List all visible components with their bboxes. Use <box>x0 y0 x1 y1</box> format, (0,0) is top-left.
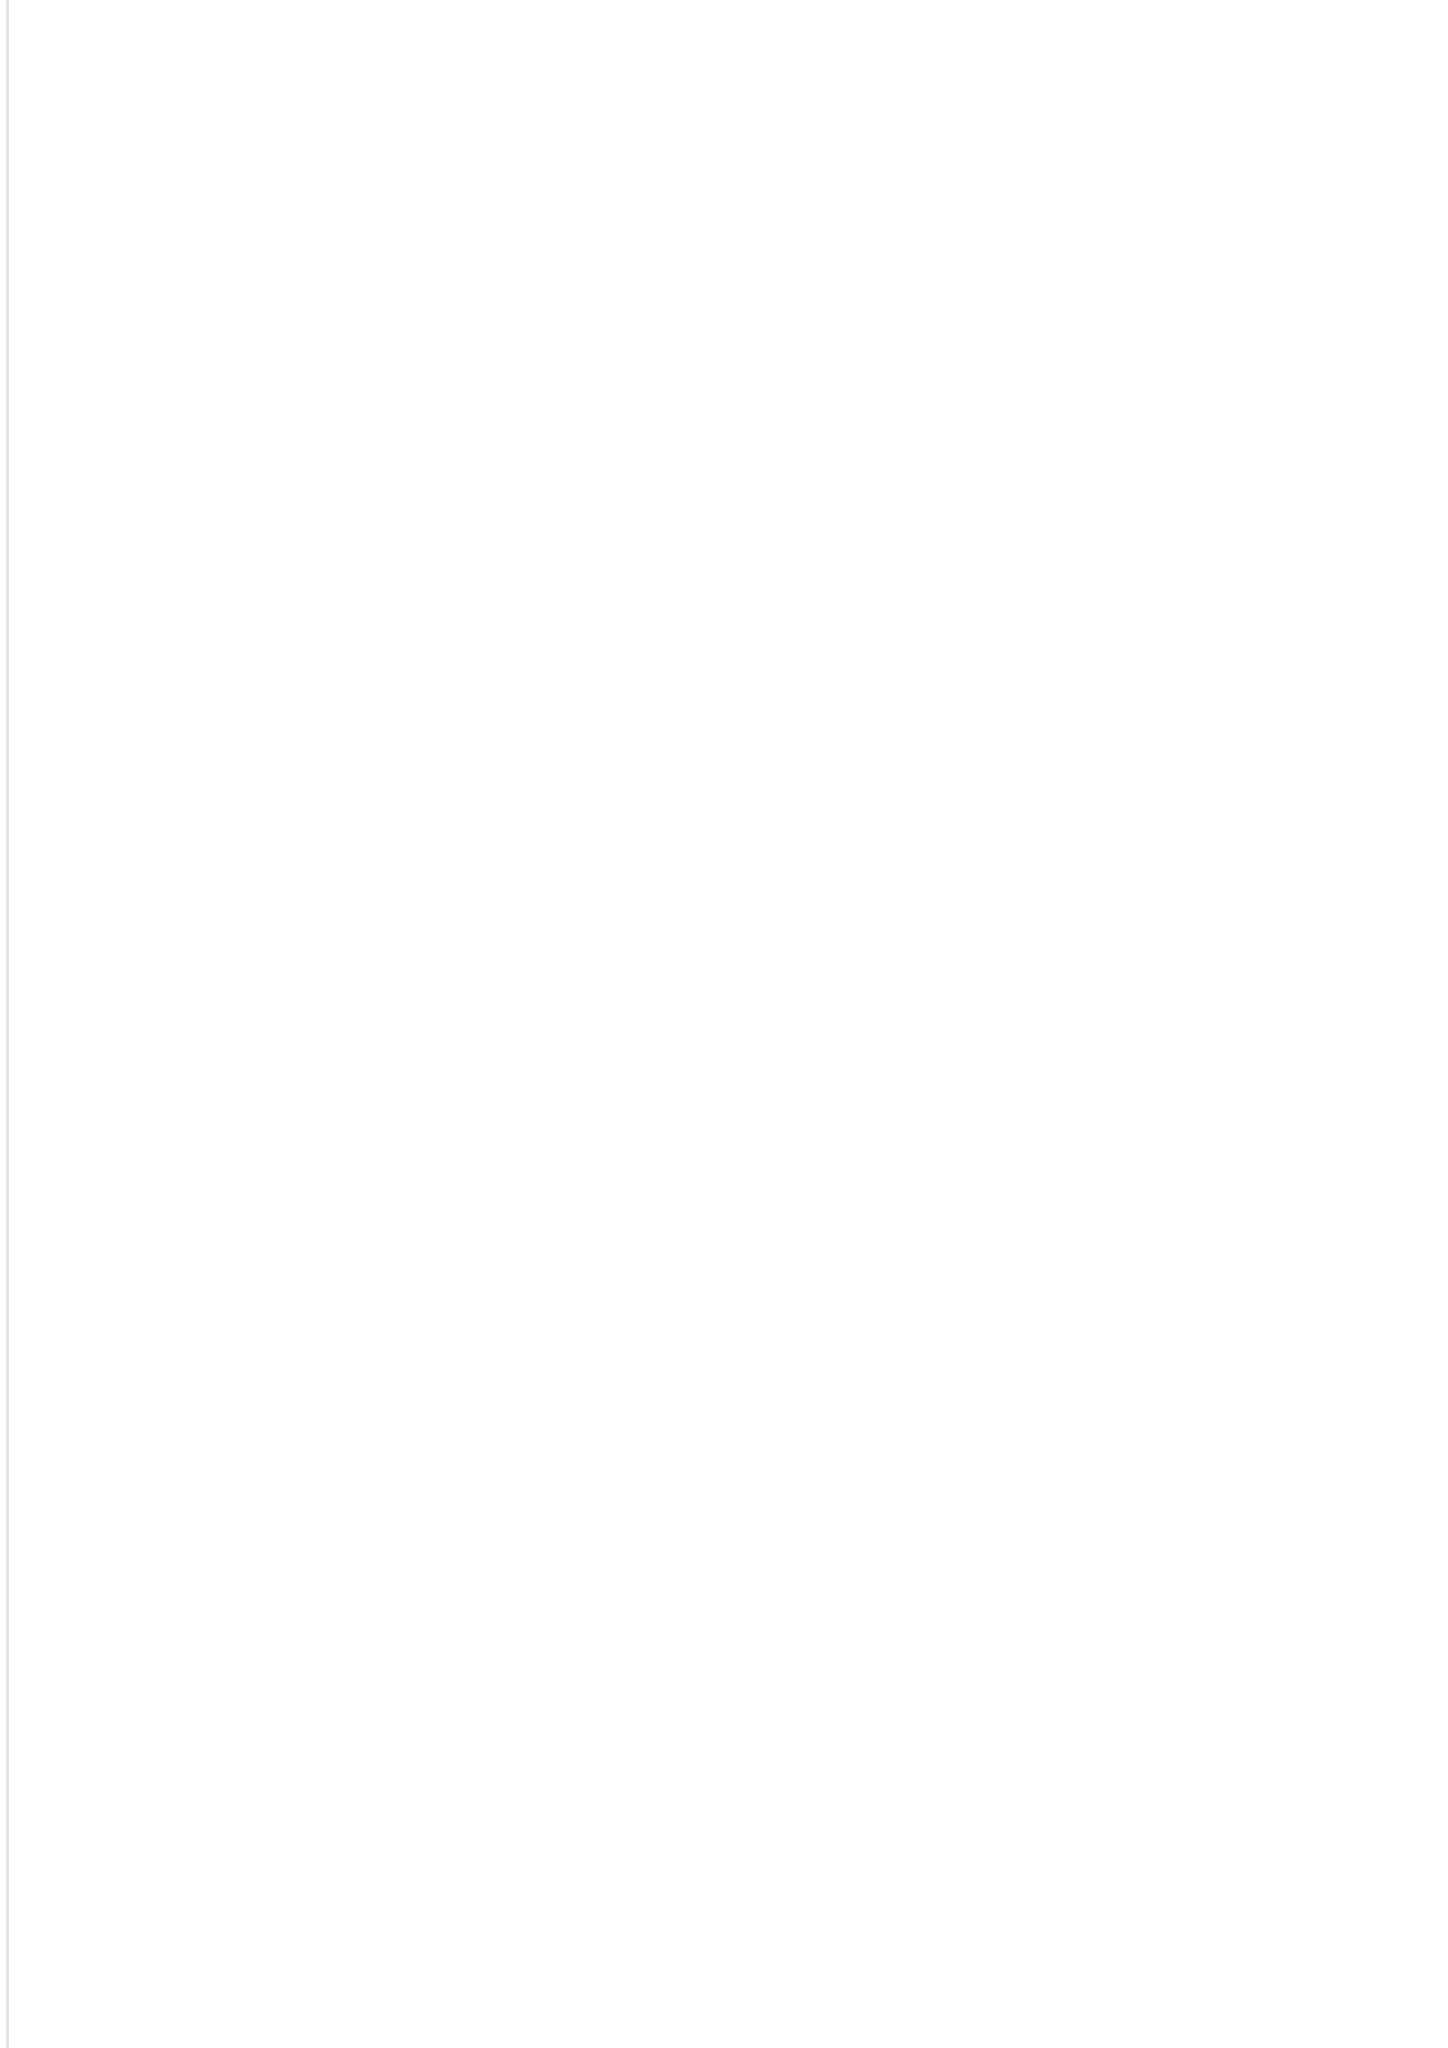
stamp-inner-ring <box>1256 1884 1380 2008</box>
stamp-outer-ring <box>1218 1846 1418 2046</box>
official-stamp <box>1208 1818 1428 2048</box>
stamp-core-ring <box>1264 1892 1372 2000</box>
scan-edge <box>6 0 9 2048</box>
